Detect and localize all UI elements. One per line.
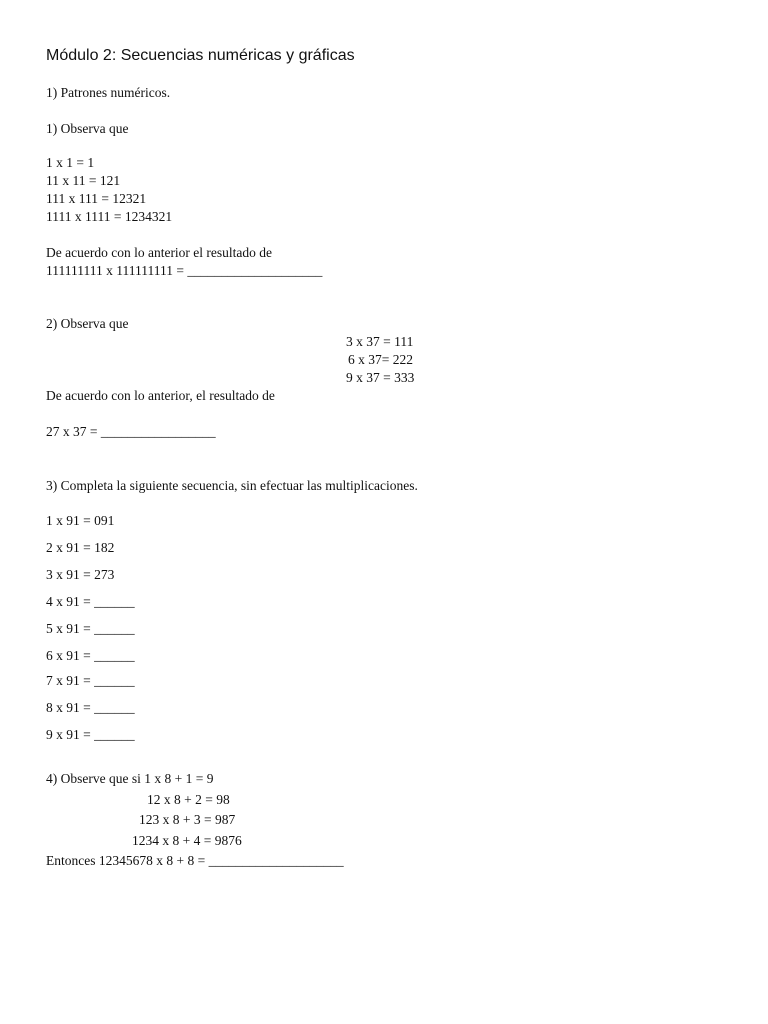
sequence-item: 8 x 91 = ______ (46, 700, 135, 715)
section1-prompt: De acuerdo con lo anterior el resultado de (46, 245, 273, 260)
sequence-item: 4 x 91 = ______ (46, 594, 135, 609)
section4-equation: 12 x 8 + 2 = 98 (147, 792, 230, 807)
page-title: Módulo 2: Secuencias numéricas y gráficas (46, 47, 355, 64)
sequence-item: 7 x 91 = ______ (46, 673, 135, 688)
section1-question: 111111111 x 111111111 = ____________________ (46, 263, 323, 278)
section4-intro: 4) Observe que si 1 x 8 + 1 = 9 (46, 771, 214, 786)
section1-equation: 1 x 1 = 1 (46, 155, 95, 170)
section1-heading: 1) Patrones numéricos. (46, 85, 171, 100)
section4-question: Entonces 12345678 x 8 + 8 = ____________________ (46, 853, 344, 868)
section1-equation: 11 x 11 = 121 (46, 173, 121, 188)
sequence-item: 9 x 91 = ______ (46, 727, 135, 742)
section2-equation: 6 x 37= 222 (348, 352, 413, 367)
section4-equation: 123 x 8 + 3 = 987 (139, 812, 236, 827)
section1-equation: 111 x 111 = 12321 (46, 191, 147, 206)
section1-equation: 1111 x 1111 = 1234321 (46, 209, 173, 224)
sequence-item: 6 x 91 = ______ (46, 648, 135, 663)
section2-intro: 2) Observa que (46, 316, 129, 331)
section2-equation: 3 x 37 = 111 (346, 334, 414, 349)
sequence-item: 2 x 91 = 182 (46, 540, 115, 555)
section2-prompt: De acuerdo con lo anterior, el resultado de (46, 388, 275, 403)
section2-equation: 9 x 37 = 333 (346, 370, 415, 385)
section2-question: 27 x 37 = _________________ (46, 424, 216, 439)
section4-equation: 1234 x 8 + 4 = 9876 (132, 833, 242, 848)
sequence-item: 3 x 91 = 273 (46, 567, 115, 582)
section1-intro: 1) Observa que (46, 121, 129, 136)
sequence-item: 5 x 91 = ______ (46, 621, 135, 636)
sequence-item: 1 x 91 = 091 (46, 513, 115, 528)
section3-intro: 3) Completa la siguiente secuencia, sin efectuar las multiplicaciones. (46, 478, 418, 493)
